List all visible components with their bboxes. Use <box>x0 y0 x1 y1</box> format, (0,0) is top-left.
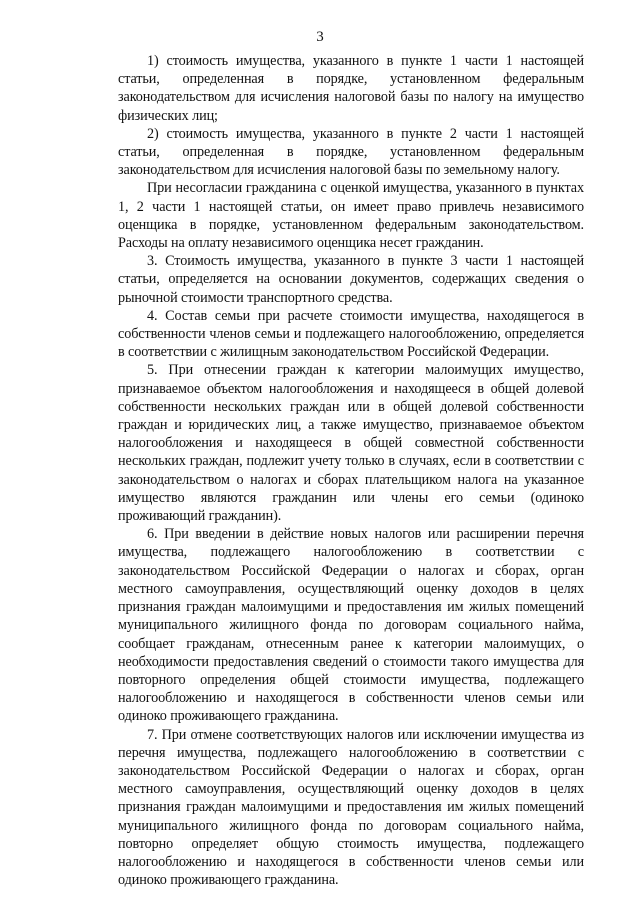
paragraph-8: 7. При отмене соответствующих налогов или исключении имущества из перечня имущества, подлежащего налогообложению в соответствии с законодательством Российской Федерации о налогах и сборах, орган местного самоуправления, осуществляющий оценку доходов в целях признания граждан малоимущими и предоставления им жилых помещений муниципального жилищного фонда по договорам социального найма, повторно определяет общую стоимость имущества, подлежащего налогообложению и находящегося в собственности членов семьи или одиноко проживающего гражданина. <box>118 726 584 889</box>
paragraph-7: 6. При введении в действие новых налогов или расширении перечня имущества, подлежащего налогообложению в соответствии с законодательством Российской Федерации о налогах и сборах, орган местного самоуправления, осуществляющий оценку доходов в целях признания граждан малоимущими и предоставления им жилых помещений муниципального жилищного фонда по договорам социального найма, сообщает гражданам, отнесенным ранее к категории малоимущих, о необходимости предоставления сведений о стоимости такого имущества для повторного определения общей стоимости имущества, подлежащего налогообложению и находящегося в собственности членов семьи или одиноко проживающего гражданина. <box>118 526 584 725</box>
document-body <box>118 52 584 889</box>
paragraph-1: 1) стоимость имущества, указанного в пункте 1 части 1 настоящей статьи, определенная в порядке, установленном федеральным законодательством для исчисления налоговой базы по налогу на имущество физических лиц; <box>118 53 584 124</box>
paragraph-4: 3. Стоимость имущества, указанного в пункте 3 части 1 настоящей статьи, определяется на основании документов, содержащих сведения о рыночной стоимости транспортного средства. <box>118 253 584 306</box>
page-number: 3 <box>316 29 324 45</box>
paragraph-2: 2) стоимость имущества, указанного в пункте 2 части 1 настоящей статьи, определенная в порядке, установленном федеральным законодательством для исчисления налоговой базы по земельному налогу. <box>118 125 584 179</box>
paragraph-6: 5. При отнесении граждан к категории малоимущих имущество, признаваемое объектом налогообложения и находящееся в общей долевой собственности нескольких граждан или в общей долевой собственности граждан и юридических лиц, а также имущество, признаваемое объектом налогообложения и находящееся в общей совместной собственности нескольких граждан, подлежит учету только в случаях, если в соответствии с законодательством о налогах и сборах плательщиком налога на указанное имущество являются гражданин или члены его семьи (одиноко проживающий гражданин). <box>118 362 584 525</box>
paragraph-5: 4. Состав семьи при расчете стоимости имущества, находящегося в собственности членов семьи и подлежащего налогообложению, определяется в соответствии с жилищным законодательством Российской Федерации. <box>118 307 584 361</box>
paragraph-3: При несогласии гражданина с оценкой имущества, указанного в пунктах 1, 2 части 1 настоящей статьи, он имеет право привлечь независимого оценщика в порядке, установленном федеральным законодательством. Расходы на оплату независимого оценщика несет гражданин. <box>118 180 584 252</box>
